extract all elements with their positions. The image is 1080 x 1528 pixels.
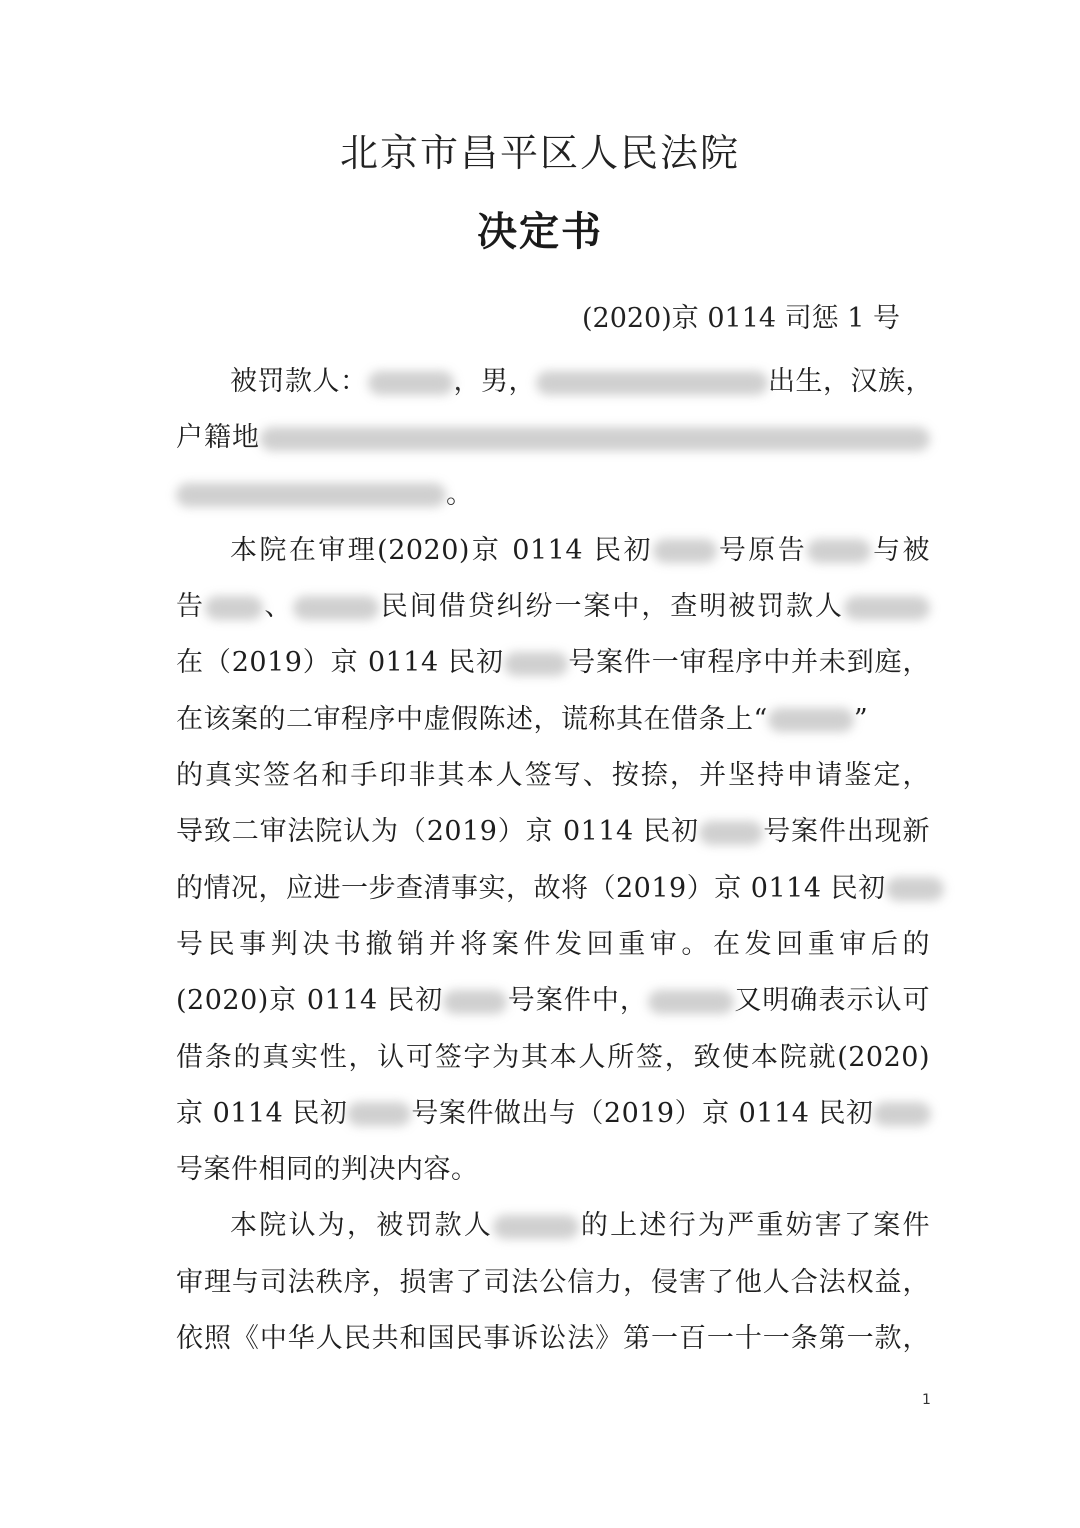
redacted-name: [648, 990, 734, 1014]
document-type-title: 决定书: [477, 208, 603, 255]
redacted-name: [293, 596, 379, 620]
redacted-name: [493, 1215, 579, 1239]
body-line: 审理与司法秩序，损害了司法公信力，侵害了他人合法权益，: [176, 1266, 930, 1298]
redacted-case-id: [653, 539, 717, 563]
body-line: (2020)京 0114 民初 号案件中， 又明确表示认可: [176, 985, 930, 1017]
redacted-name: [768, 708, 854, 732]
body-line: 借条的真实性，认可签字为其本人所签，致使本院就(2020): [176, 1041, 930, 1073]
body-line: 京 0114 民初 号案件做出与（2019）京 0114 民初: [176, 1086, 930, 1142]
body-line: 在该案的二审程序中虚假陈述，谎称其在借条上“ ”: [176, 703, 869, 735]
body-line: 在（2019）京 0114 民初 号案件一审程序中并未到庭，: [176, 647, 930, 679]
redacted-name: [368, 371, 454, 395]
redacted-address: [260, 427, 930, 451]
redacted-address: [176, 483, 446, 507]
redacted-case-id: [443, 990, 507, 1014]
redacted-birthdate: [536, 371, 768, 395]
body-line: 号民事判决书撤销并将案件发回重审。在发回重审后的: [176, 928, 930, 960]
redacted-case-id: [504, 652, 568, 676]
redacted-case-id: [873, 1102, 931, 1126]
redacted-case-id: [347, 1102, 411, 1126]
body-line: 被罚款人： ，男， 出生，汉族，: [230, 366, 933, 397]
redacted-case-id: [886, 877, 944, 901]
body-line: 的情况，应进一步查清事实，故将（2019）京 0114 民初: [176, 861, 930, 917]
body-line: 本院在审理(2020)京 0114 民初 号原告 与被: [230, 534, 931, 566]
redacted-name: [205, 596, 263, 620]
body-line: 号案件相同的判决内容。: [176, 1154, 479, 1186]
page-number: 1: [922, 1392, 931, 1408]
body-line: 本院认为，被罚款人 的上述行为严重妨害了案件: [230, 1210, 931, 1242]
body-line: 导致二审法院认为（2019）京 0114 民初 号案件出现新: [176, 816, 930, 848]
case-number: (2020)京 0114 司惩 1 号: [581, 303, 900, 334]
redacted-case-id: [699, 821, 763, 845]
redacted-name: [844, 596, 930, 620]
document-body: [176, 354, 933, 1367]
body-line: 的真实签名和手印非其本人签写、按捺，并坚持申请鉴定，: [176, 760, 930, 792]
court-name: 北京市昌平区人民法院: [339, 131, 740, 175]
body-line: 依照《中华人民共和国民事诉讼法》第一百一十一条第一款，: [176, 1323, 930, 1355]
body-line: 告 、 民间借贷纠纷一案中，查明被罚款人: [176, 579, 930, 635]
redacted-name: [807, 539, 871, 563]
body-line: 。: [176, 467, 930, 523]
body-line: 户籍地: [176, 410, 930, 466]
